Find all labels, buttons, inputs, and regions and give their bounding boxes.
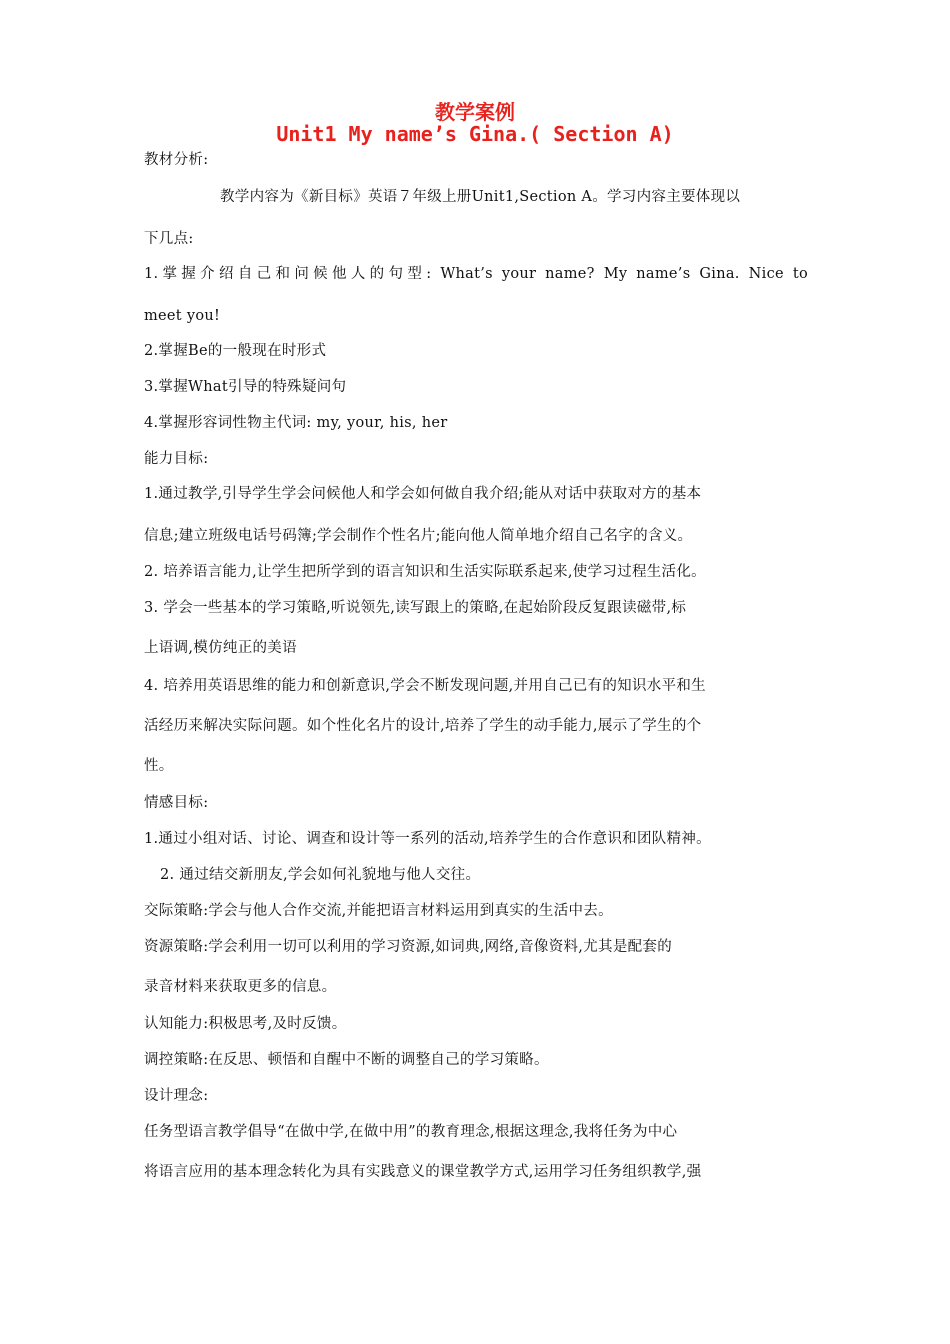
list-item-line: 2. 培养语言能力,让学生把所学到的语言知识和生活实际联系起来,使学习过程生活化。 (144, 564, 706, 580)
paragraph-line: 任务型语言教学倡导“在做中学,在做中用”的教育理念,根据这理念,我将任务为中心 (144, 1124, 678, 1140)
paragraph-line: 认知能力:积极思考,及时反馈。 (144, 1016, 347, 1032)
document-title: 教学案例 (435, 100, 515, 124)
list-item-line: 性。 (144, 758, 174, 774)
paragraph-line: 将语言应用的基本理念转化为具有实践意义的课堂教学方式,运用学习任务组织教学,强 (144, 1164, 702, 1180)
list-item-line: 上语调,模仿纯正的美语 (144, 640, 297, 656)
list-item-line: 1.掌握介绍自己和问候他人的句型: What’s your name? My name’s Gina. Nice to (144, 266, 808, 282)
paragraph-line: 录音材料来获取更多的信息。 (144, 979, 337, 995)
list-item-line: 4.掌握形容词性物主代词: my, your, his, her (144, 415, 448, 431)
section-heading-ability-goals: 能力目标: (144, 451, 209, 467)
list-item-line: 4. 培养用英语思维的能力和创新意识,学会不断发现问题,并用自己已有的知识水平和生 (144, 678, 706, 694)
paragraph-line: 资源策略:学会利用一切可以利用的学习资源,如词典,网络,音像资料,尤其是配套的 (144, 939, 673, 955)
list-item-line: 2. 通过结交新朋友,学会如何礼貌地与他人交往。 (160, 867, 481, 883)
list-item-line: 3. 学会一些基本的学习策略,听说领先,读写跟上的策略,在起始阶段反复跟读磁带,标 (144, 600, 687, 616)
paragraph-line: 下几点: (144, 231, 194, 247)
list-item-line: 信息;建立班级电话号码簿;学会制作个性名片;能向他人简单地介绍自己名字的含义。 (144, 528, 693, 544)
paragraph-line: 交际策略:学会与他人合作交流,并能把语言材料运用到真实的生活中去。 (144, 903, 613, 919)
list-item-line: 1.通过教学,引导学生学会问候他人和学会如何做自我介绍;能从对话中获取对方的基本 (144, 486, 702, 502)
paragraph-line: 教学内容为《新目标》英语７年级上册Unit1,Section A。学习内容主要体现以 (220, 189, 741, 205)
section-heading-textbook-analysis: 教材分析: (144, 152, 209, 168)
list-item-line: 活经历来解决实际问题。如个性化名片的设计,培养了学生的动手能力,展示了学生的个 (144, 718, 702, 734)
document-subtitle: Unit1 My name’s Gina.( Section A) (276, 122, 674, 146)
section-heading-design-concept: 设计理念: (144, 1088, 209, 1104)
paragraph-line: 调控策略:在反思、顿悟和自醒中不断的调整自己的学习策略。 (144, 1052, 549, 1068)
list-item-line: 1.通过小组对话、讨论、调查和设计等一系列的活动,培养学生的合作意识和团队精神。 (144, 831, 711, 847)
section-heading-emotional-goals: 情感目标: (144, 795, 209, 811)
list-item-line: meet you! (144, 308, 221, 324)
list-item-line: 3.掌握What引导的特殊疑问句 (144, 379, 347, 395)
list-item-line: 2.掌握Be的一般现在时形式 (144, 343, 327, 359)
